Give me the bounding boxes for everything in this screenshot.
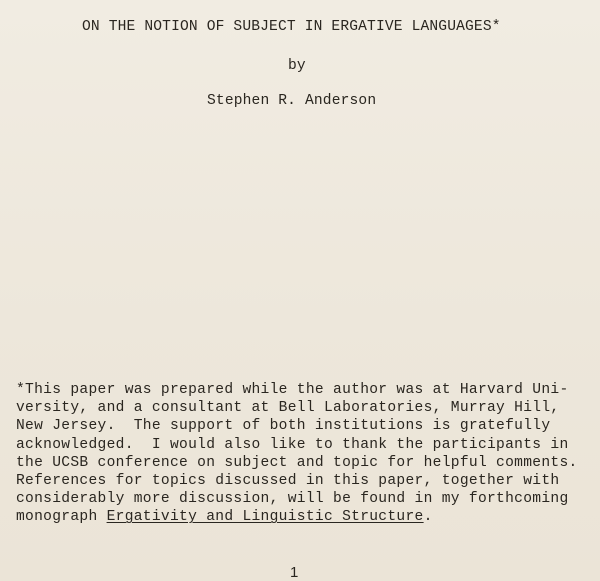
footnote <box>16 381 578 527</box>
paper-title: ON THE NOTION OF SUBJECT IN ERGATIVE LANGUAGES* <box>82 19 501 35</box>
author-name: Stephen R. Anderson <box>207 93 377 109</box>
footnote-line: References for topics discussed in this paper, together with <box>16 473 560 490</box>
page-number: 1 <box>290 564 299 581</box>
footnote-last-suffix: . <box>423 509 433 526</box>
footnote-line: considerably more discussion, will be found in my forthcoming <box>16 491 569 508</box>
footnote-line: versity, and a consultant at Bell Laboratories, Murray Hill, <box>16 400 560 417</box>
footnote-line: acknowledged. I would also like to thank the participants in <box>16 436 569 453</box>
footnote-line: New Jersey. The support of both institutions is gratefully <box>16 418 551 435</box>
book-title: Ergativity and Linguistic Structure <box>106 509 424 526</box>
footnote-last-prefix: monograph <box>16 509 107 526</box>
footnote-last-line <box>16 508 578 526</box>
footnote-line: the UCSB conference on subject and topic for helpful comments. <box>16 454 578 471</box>
footnote-line: *This paper was prepared while the author was at Harvard Uni- <box>16 382 569 398</box>
byline-word: by <box>288 58 306 74</box>
